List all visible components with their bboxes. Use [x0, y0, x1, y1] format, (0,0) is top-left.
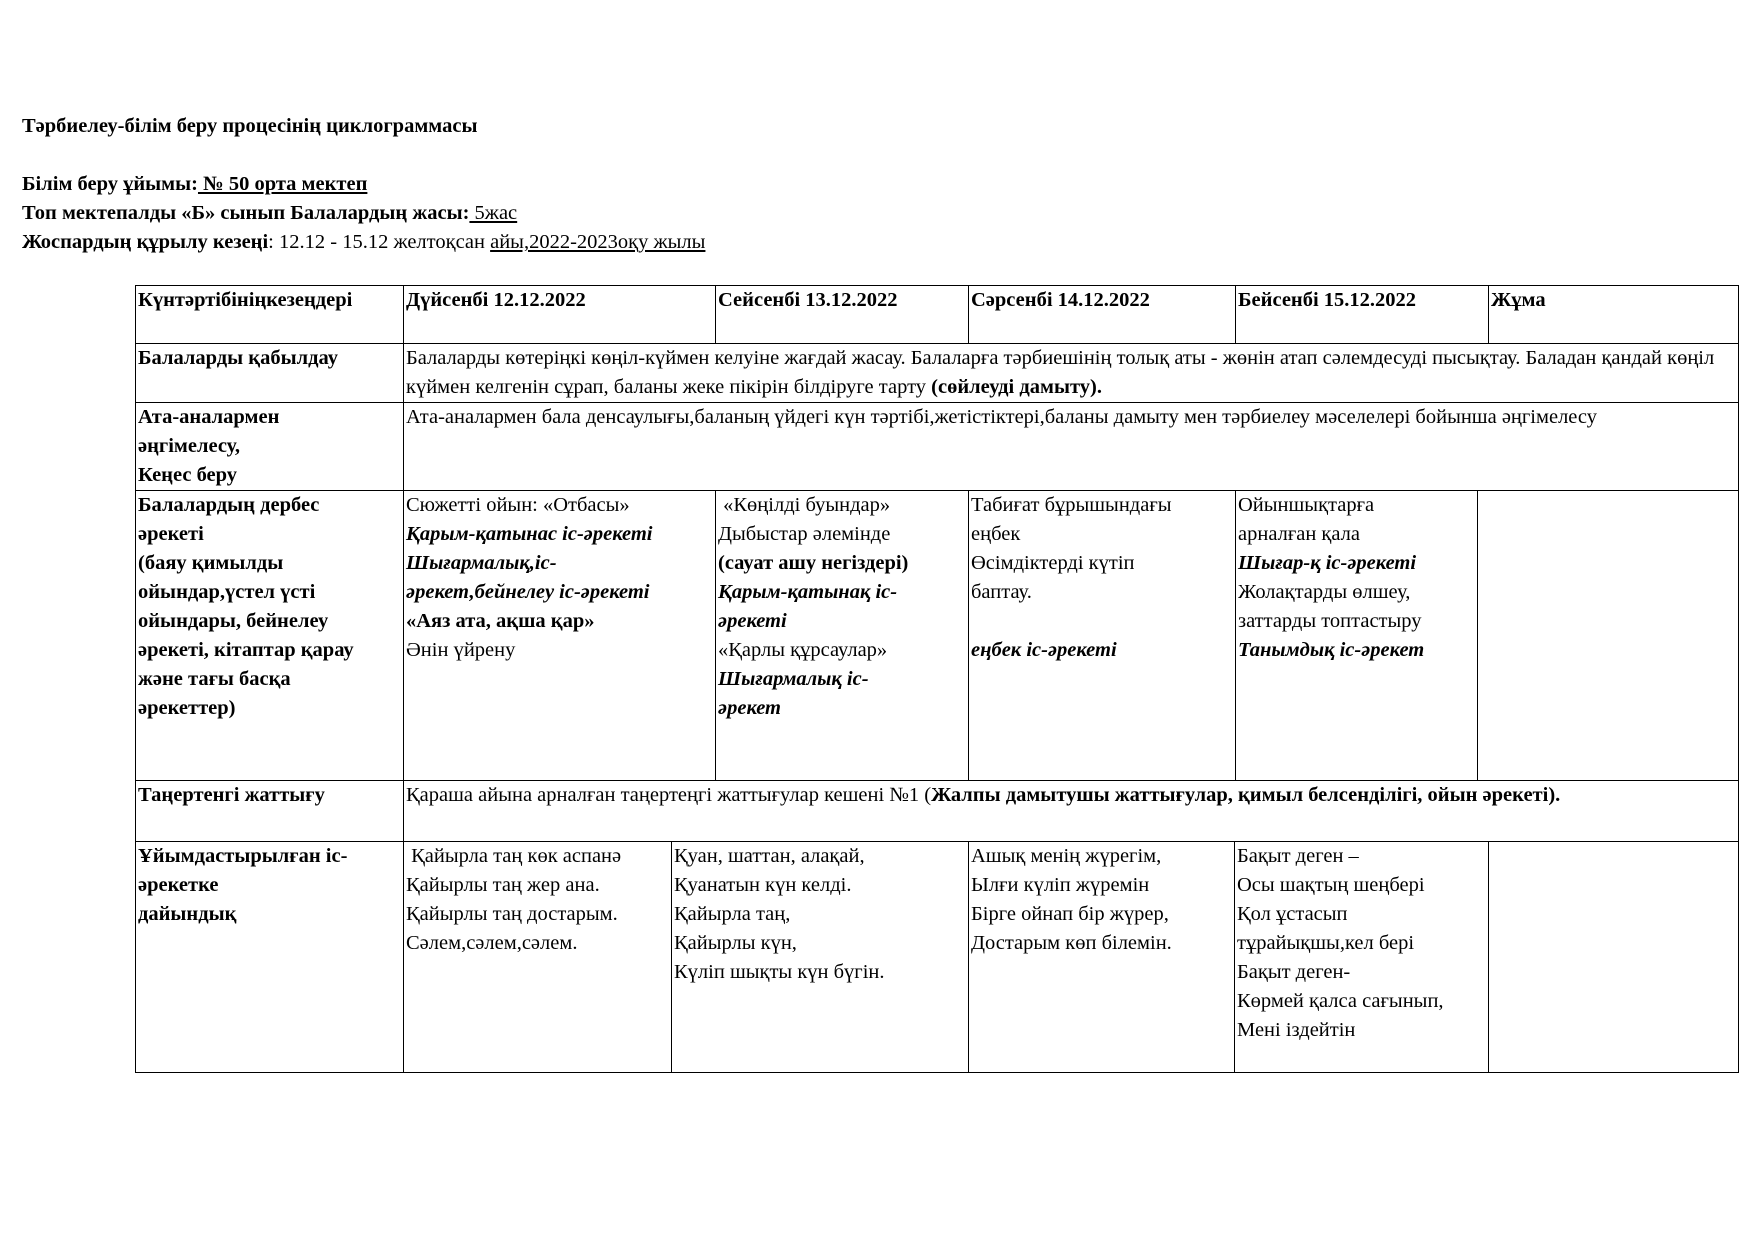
independent-tuesday-cell: [716, 491, 969, 781]
prep-tuesday-cell: [672, 842, 969, 1073]
schedule-table-prep: [135, 841, 1739, 1073]
independent-monday-cell: [404, 491, 716, 781]
table-row-morning: [136, 781, 1739, 842]
poem-line: Қуан, шаттан, алақай,: [674, 845, 865, 867]
row-label-line: (баяу қимылды: [138, 552, 284, 574]
header-cell-thursday: Бейсенбі 15.12.2022: [1236, 286, 1489, 344]
blank-line: [971, 607, 1235, 636]
morning-text-cell: [404, 781, 1739, 842]
monday-line: әрекет,бейнелеу іс-әрекеті: [406, 581, 650, 603]
tuesday-line: әрекеті: [718, 610, 787, 632]
thursday-line: Шығар-қ іс-әрекеті: [1238, 552, 1417, 574]
row-label-line: әрекеті: [138, 523, 204, 545]
wednesday-line: баптау.: [971, 581, 1032, 603]
tuesday-line: «Қарлы құрсаулар»: [718, 639, 888, 661]
thursday-line: Ойыншықтарға: [1238, 494, 1375, 516]
reception-bold-text: (сөйлеуді дамыту).: [931, 376, 1102, 398]
poem-line: Қол ұстасып: [1237, 903, 1348, 925]
wednesday-line: Өсімдіктерді күтіп: [971, 552, 1135, 574]
poem-line: Қайырла таң көк аспанә: [406, 845, 622, 867]
morning-text: Қараша айына арналған таңертеңгі жаттығулар кешені №1 (: [406, 784, 932, 806]
monday-line: Әнін үйрену: [406, 639, 516, 661]
prep-friday-cell: [1489, 842, 1739, 1073]
thursday-line: заттарды топтастыру: [1238, 610, 1422, 632]
schedule-table-top: [135, 285, 1739, 491]
poem-line: Күліп шықты күн бүгін.: [674, 961, 885, 983]
poem-line: Көрмей қалса сағынып,: [1237, 990, 1444, 1012]
poem-line: Қайырлы күн,: [674, 932, 797, 954]
poem-line: Мені іздейтін: [1237, 1019, 1356, 1041]
thursday-line: арналған қала: [1238, 523, 1360, 545]
row-label-line: және тағы басқа: [138, 668, 291, 690]
row-label-line: Балалардың дербес: [138, 494, 320, 516]
row-label-line: Ұйымдастырылған іс-: [138, 845, 348, 867]
row-label-line: әңгімелесу,: [138, 435, 240, 457]
header-cell-wednesday: Сәрсенбі 14.12.2022: [969, 286, 1236, 344]
group-line: [22, 199, 1022, 228]
poem-line: Ылғи күліп жүремін: [971, 874, 1150, 896]
monday-line: Сюжетті ойын: «Отбасы»: [406, 494, 630, 516]
row-label-line: әрекеттер): [138, 697, 236, 719]
header-cell-stages: Күнтәртібініңкезеңдері: [136, 286, 404, 344]
poem-line: Қайырла таң,: [674, 903, 791, 925]
poem-line: тұрайықшы,кел бері: [1237, 932, 1415, 954]
prep-monday-cell: [404, 842, 672, 1073]
schedule-table-morning: [135, 780, 1739, 842]
poem-line: Бірге ойнап бір жүрер,: [971, 903, 1169, 925]
row-label-morning: Таңертенгі жаттығу: [136, 781, 404, 842]
poem-line: Қуанатын күн келді.: [674, 874, 852, 896]
row-label-parents: [136, 403, 404, 491]
table-row-independent: [136, 491, 1739, 781]
thursday-line: Танымдық іс-әрекет: [1238, 639, 1425, 661]
independent-thursday-cell: [1236, 491, 1478, 781]
row-label-prep: [136, 842, 404, 1073]
poem-line: Бақыт деген –: [1237, 845, 1359, 867]
header-cell-friday: Жұма: [1489, 286, 1739, 344]
table-row-prep: [136, 842, 1739, 1073]
period-value: айы,2022-2023оқу жылы: [490, 231, 706, 253]
poem-line: Бақыт деген-: [1237, 961, 1351, 983]
poem-line: Қайырлы таң достарым.: [406, 903, 618, 925]
row-label-line: Кеңес беру: [138, 464, 238, 486]
row-label-line: Ата-аналармен: [138, 406, 280, 428]
poem-line: Достарым көп білемін.: [971, 932, 1172, 954]
prep-thursday-cell: [1235, 842, 1489, 1073]
row-label-line: әрекетке: [138, 874, 219, 896]
reception-text-cell: [404, 344, 1739, 403]
organization-value: № 50 орта мектеп: [197, 173, 368, 195]
monday-line: Қарым-қатынас іс-әрекеті: [406, 523, 653, 545]
row-label-reception: Балаларды қабылдау: [136, 344, 404, 403]
header-cell-tuesday: Сейсенбі 13.12.2022: [716, 286, 969, 344]
wednesday-line: еңбек іс-әрекеті: [971, 639, 1117, 661]
parents-text-cell: Ата-аналармен бала денсаулығы,баланың үйдегі күн тәртібі,жетістіктері,баланы дамыту мен тәрбиелеу мәселелері бойынша әңгімелесу: [404, 403, 1739, 491]
wednesday-line: Табиғат бұрышындағы: [971, 494, 1172, 516]
table-row-reception: [136, 344, 1739, 403]
poem-line: Ашық менің жүрегім,: [971, 845, 1162, 867]
tuesday-line: Шығармалық іс-: [718, 668, 869, 690]
thursday-line: Жолақтарды өлшеу,: [1238, 581, 1411, 603]
organization-label: Білім беру ұйымы:: [22, 173, 198, 195]
tuesday-line: Қарым-қатынақ іс-: [718, 581, 898, 603]
independent-friday-cell: [1478, 491, 1739, 781]
poem-line: Қайырлы таң жер ана.: [406, 874, 600, 896]
monday-line: Шығармалық,іс-: [406, 552, 557, 574]
tuesday-line: (сауат ашу негіздері): [718, 552, 909, 574]
tuesday-line: Дыбыстар әлемінде: [718, 523, 891, 545]
header-cell-monday: Дүйсенбі 12.12.2022: [404, 286, 716, 344]
group-label: Топ мектепалды «Б» сынып Балалардың жасы:: [22, 202, 470, 224]
organization-line: [22, 170, 1022, 199]
row-label-independent: [136, 491, 404, 781]
row-label-line: ойындар,үстел үсті: [138, 581, 316, 603]
period-dates: : 12.12 - 15.12 желтоқсан: [268, 231, 491, 253]
tuesday-line: «Көңілді буындар»: [718, 494, 891, 516]
table-row-parents: [136, 403, 1739, 491]
poem-line: Осы шақтың шеңбері: [1237, 874, 1425, 896]
group-value: 5жас: [469, 202, 518, 224]
row-label-line: ойындары, бейнелеу: [138, 610, 329, 632]
schedule-table-independent: [135, 490, 1739, 781]
morning-bold-text: Жалпы дамытушы жаттығулар, қимыл белсенділігі, ойын әрекеті).: [931, 784, 1561, 806]
document-title: Тәрбиелеу-білім беру процесінің циклограммасы: [22, 115, 478, 137]
table-header-row: [136, 286, 1739, 344]
wednesday-line: еңбек: [971, 523, 1021, 545]
reception-text: Балаларды көтеріңкі көңіл-күймен келуіне жағдай жасау. Балаларға тәрбиешінің толық аты - жөнін атап сәлемдесуді пысықтау. Баладан қандай көңіл күймен келгенін сұрап, баланы жеке пікірін білдіруге тарту: [406, 347, 1715, 398]
prep-wednesday-cell: [969, 842, 1235, 1073]
poem-line: Сәлем,сәлем,сәлем.: [406, 932, 578, 954]
period-label: Жоспардың құрылу кезеңі: [22, 231, 269, 253]
document-header: [22, 112, 1022, 257]
monday-line: «Аяз ата, ақша қар»: [406, 610, 595, 632]
tuesday-line: әрекет: [718, 697, 782, 719]
row-label-line: әрекеті, кітаптар қарау: [138, 639, 354, 661]
row-label-line: дайындық: [138, 903, 237, 925]
independent-wednesday-cell: [969, 491, 1236, 781]
period-line: [22, 228, 1022, 257]
